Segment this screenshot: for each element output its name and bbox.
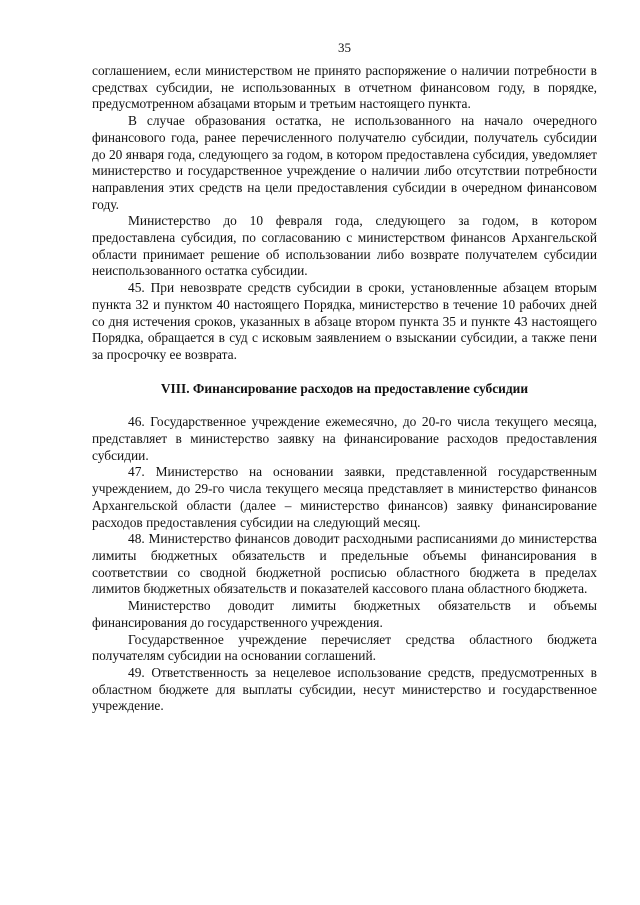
paragraph-ministry-decision: Министерство до 10 февраля года, следующего за годом, в котором предоставлена субсидия, по согласованию с министерством финансов Архангельской области принимает решение об использовании либо возврате получателем субсидии неиспользованного остатка субсидии. — [92, 213, 597, 279]
paragraph-continuation: соглашением, если министерством не принято распоряжение о наличии потребности в средствах субсидии, не использованных в отчетном финансовом году, в порядке, предусмотренном абзацами вторым и третьим настоящего пункта. — [92, 63, 597, 112]
paragraph-item-48: 48. Министерство финансов доводит расходными расписаниями до министерства лимиты бюджетных обязательств и предельные объемы финансирования в соответствии со сводной бюджетной росписью областного бюджета в пределах лимитов бюджетных обязательств и показателей кассового плана областного бюджета. — [92, 531, 597, 597]
section-heading: VIII. Финансирование расходов на предоставление субсидии — [160, 380, 529, 396]
paragraph-transfer: Государственное учреждение перечисляет средства областного бюджета получателям субсидии на основании соглашений. — [92, 631, 597, 664]
paragraph-item-49: 49. Ответственность за нецелевое использование средств, предусмотренных в областном бюджете для выплаты субсидии, несут министерство и государственное учреждение. — [92, 664, 597, 714]
page-number: 35 — [338, 40, 351, 55]
paragraph-item-47: 47. Министерство на основании заявки, представленной государственным учреждением, до 29-го числа текущего месяца представляет в министерство финансов Архангельской области (далее – министерство финансов) заявку финансирование расходов предоставления субсидии на следующий месяц. — [92, 464, 597, 530]
paragraph-item-46: 46. Государственное учреждение ежемесячно, до 20-го числа текущего месяца, представляет в министерство заявку на финансирование расходов предоставления субсидии. — [92, 414, 597, 463]
paragraph-limits: Министерство доводит лимиты бюджетных обязательств и объемы финансирования до государственного учреждения. — [92, 598, 597, 630]
paragraph-remainder-notice: В случае образования остатка, не использованного на начало очередного финансового года, ранее перечисленного получателю субсидии, получатель субсидии до 20 января года, следующего за годом, в котором предоставлена субсидия, уведомляет министерство и государственное учреждение о наличии либо отсутствии потребности направления этих средств на цели предоставления субсидии в очередном финансовом году. — [92, 113, 597, 212]
document-body — [92, 63, 597, 715]
paragraph-item-45: 45. При невозврате средств субсидии в сроки, установленные абзацем вторым пункта 32 и пунктом 40 настоящего Порядка, министерство в течение 10 рабочих дней со дня истечения сроков, указанных в абзаце втором пункта 35 и пункте 43 настоящего Порядка, обращается в суд с исковым заявлением о взыскании субсидии, а также пени за просрочку ее возврата. — [92, 280, 597, 362]
